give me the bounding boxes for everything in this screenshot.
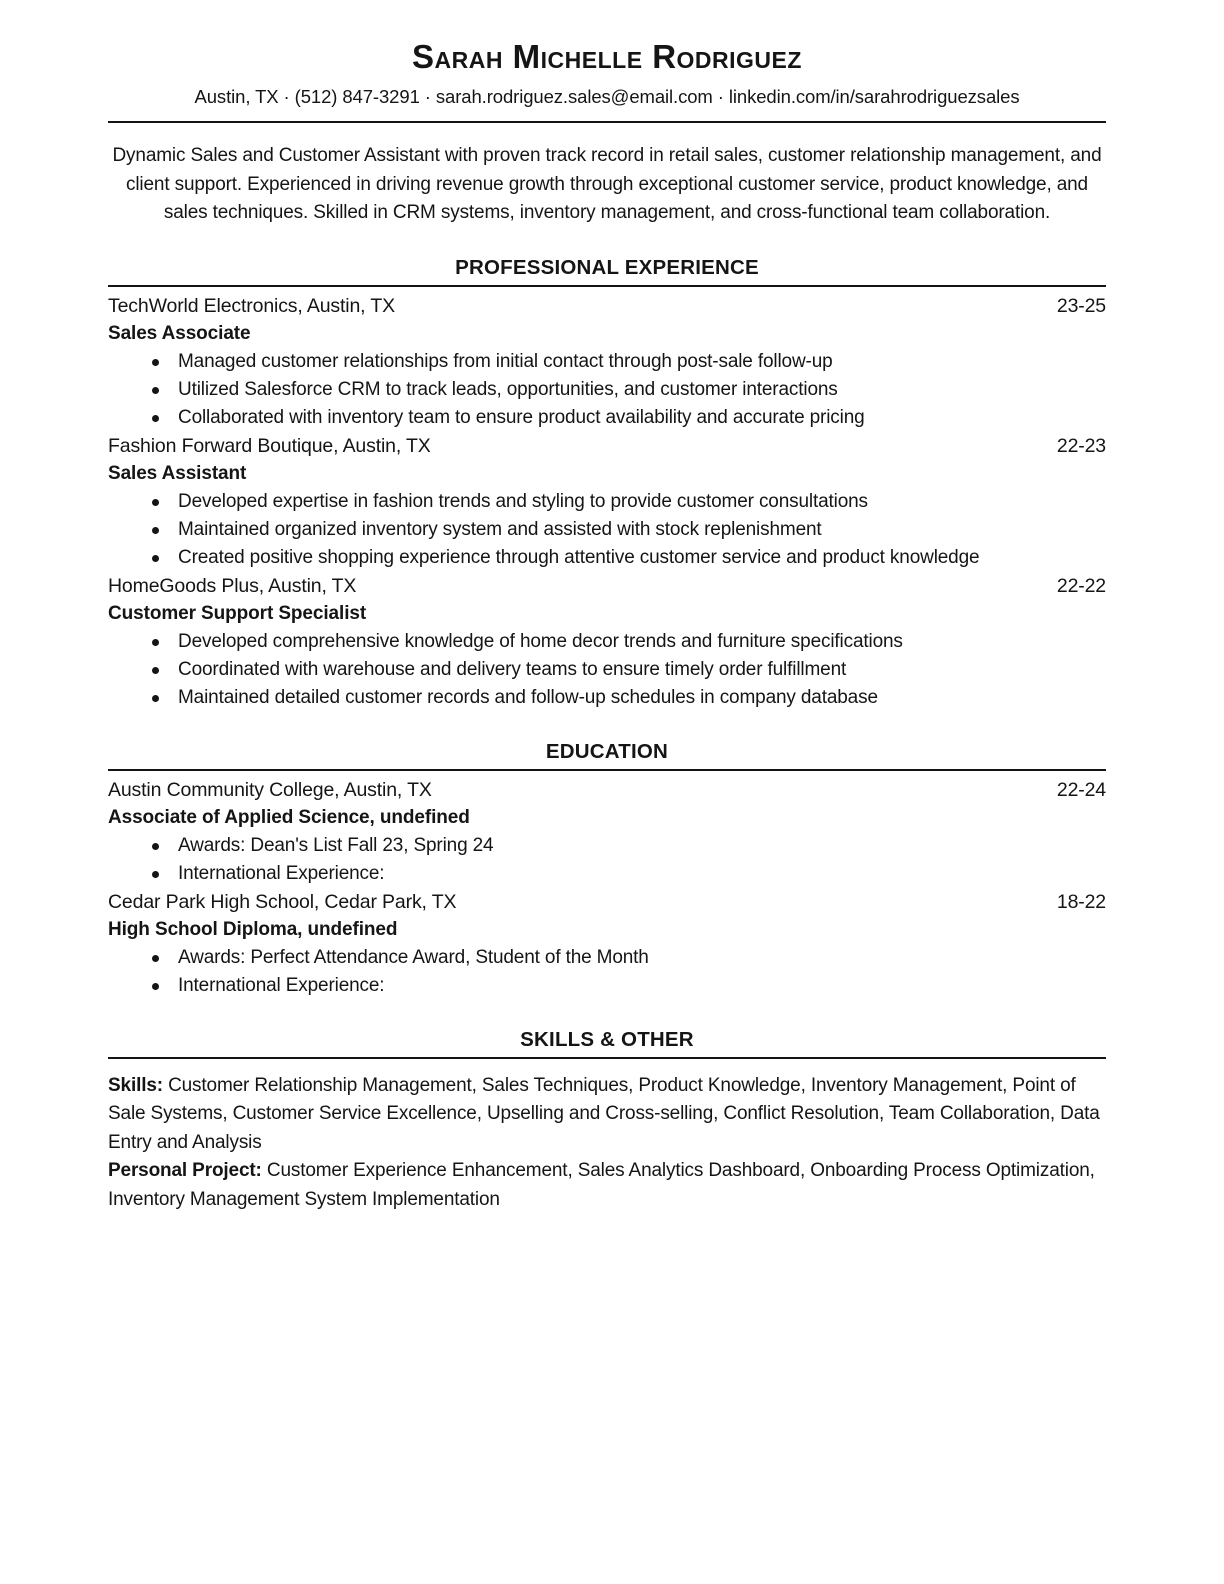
entry-dates: 22-22 [1056, 574, 1106, 597]
bullet-item: Awards: Dean's List Fall 23, Spring 24 [108, 832, 1106, 860]
school-name: Cedar Park High School, Cedar Park, TX [108, 890, 457, 913]
resume-header [108, 38, 1106, 123]
job-title: Sales Associate [108, 322, 251, 344]
section-heading-education: EDUCATION [545, 739, 669, 763]
bullet-item: Awards: Perfect Attendance Award, Student of the Month [108, 944, 1106, 972]
bullet-item: Coordinated with warehouse and delivery teams to ensure timely order fulfillment [108, 656, 1106, 684]
bullet-item: Maintained detailed customer records and follow-up schedules in company database [108, 684, 1106, 712]
bullet-list [108, 348, 1106, 432]
section-heading-skills: SKILLS & OTHER [520, 1027, 694, 1051]
section-divider [108, 285, 1106, 287]
summary-paragraph: Dynamic Sales and Customer Assistant with proven track record in retail sales, customer relationship management, and client support. Experienced in driving revenue growth through exceptional customer service, product knowledge, and sales techniques. Skilled in CRM systems, inventory management, and cross-functional team collaboration. [112, 145, 1102, 223]
entry-dates: 23-25 [1056, 294, 1106, 317]
school-name: Austin Community College, Austin, TX [108, 778, 432, 801]
bullet-list [108, 832, 1106, 888]
bullet-item: Collaborated with inventory team to ensure product availability and accurate pricing [108, 404, 1106, 432]
section-divider [108, 1057, 1106, 1059]
section-experience [108, 255, 1106, 712]
entry-dates: 18-22 [1056, 890, 1106, 913]
personal-project-text: Customer Experience Enhancement, Sales Analytics Dashboard, Onboarding Process Optimization, Inventory Management System Implementation [108, 1160, 1095, 1210]
personal-project-line [108, 1157, 1106, 1214]
section-skills-other [108, 1027, 1106, 1215]
job-title: Customer Support Specialist [108, 602, 367, 624]
entry-dates: 22-24 [1056, 778, 1106, 801]
personal-project-label: Personal Project: [108, 1160, 262, 1181]
bullet-item: Created positive shopping experience through attentive customer service and product knowledge [108, 544, 1106, 572]
bullet-list [108, 628, 1106, 712]
section-divider [108, 769, 1106, 771]
skills-line [108, 1072, 1106, 1158]
company-name: Fashion Forward Boutique, Austin, TX [108, 434, 431, 457]
header-divider [108, 121, 1106, 123]
contact-line: Austin, TX · (512) 847-3291 · sarah.rodriguez.sales@email.com · linkedin.com/in/sarahrodriguezsales [194, 86, 1020, 107]
section-heading-experience: PROFESSIONAL EXPERIENCE [455, 255, 759, 279]
skills-label: Skills: [108, 1074, 163, 1096]
bullet-item: Utilized Salesforce CRM to track leads, opportunities, and customer interactions [108, 376, 1106, 404]
degree-title: Associate of Applied Science, undefined [108, 806, 470, 828]
experience-entry [108, 432, 1106, 572]
degree-title: High School Diploma, undefined [108, 918, 398, 940]
bullet-item: International Experience: [108, 860, 1106, 888]
bullet-item: Developed comprehensive knowledge of home decor trends and furniture specifications [108, 628, 1106, 656]
entry-dates: 22-23 [1056, 434, 1106, 457]
bullet-item: Maintained organized inventory system and assisted with stock replenishment [108, 516, 1106, 544]
bullet-item: Managed customer relationships from initial contact through post-sale follow-up [108, 348, 1106, 376]
company-name: HomeGoods Plus, Austin, TX [108, 574, 357, 597]
bullet-item: Developed expertise in fashion trends and styling to provide customer consultations [108, 488, 1106, 516]
experience-entry [108, 572, 1106, 712]
experience-entry [108, 292, 1106, 432]
section-education [108, 739, 1106, 1000]
skills-text: Customer Relationship Management, Sales Techniques, Product Knowledge, Inventory Management, Point of Sale Systems, Customer Service Excellence, Upselling and Cross-selling, Conflict Resolution, Team Collaboration, Data Entry and Analysis [108, 1074, 1100, 1153]
page-title: Sarah Michelle Rodriguez [412, 38, 802, 75]
job-title: Sales Assistant [108, 462, 247, 484]
education-entry [108, 888, 1106, 1000]
company-name: TechWorld Electronics, Austin, TX [108, 294, 395, 317]
bullet-item: International Experience: [108, 972, 1106, 1000]
bullet-list [108, 944, 1106, 1000]
education-entry [108, 776, 1106, 888]
bullet-list [108, 488, 1106, 572]
